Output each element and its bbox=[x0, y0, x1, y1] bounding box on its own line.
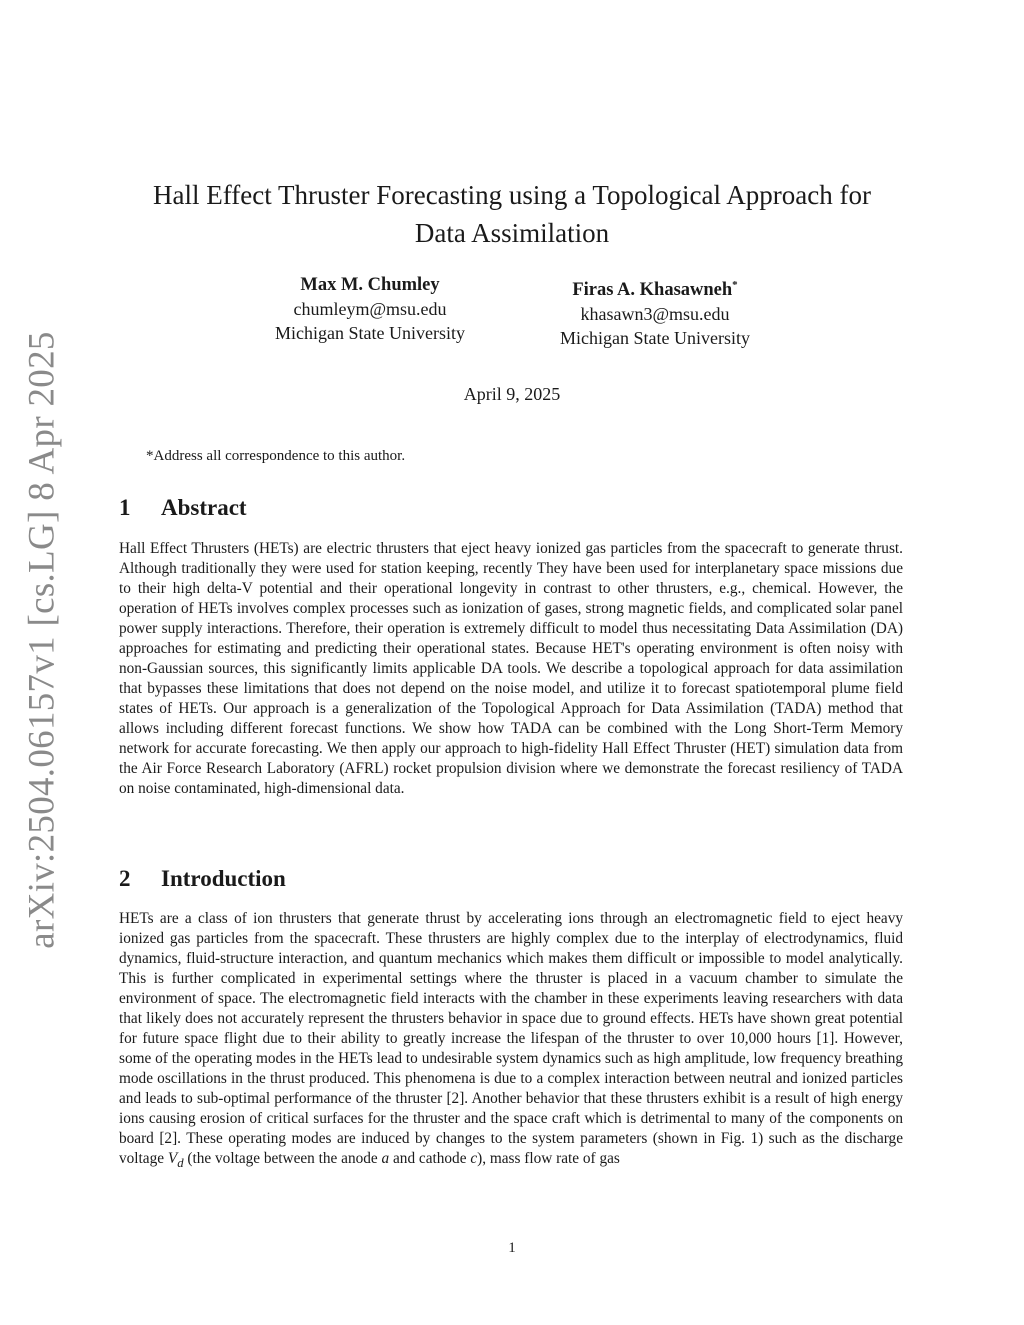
section-title: Introduction bbox=[161, 866, 286, 891]
section-number: 1 bbox=[119, 495, 131, 520]
author-name bbox=[525, 273, 785, 302]
author-block-1 bbox=[240, 273, 500, 345]
intro-text: HETs are a class of ion thrusters that generate thrust by accelerating ions through an electromagnetic field to eject heavy ionized gas particles from the spacecraft. These thrusters are highly complex due to the interplay of electrodynamics, fluid dynamics, fluid-structure interaction, and quantum mechanics which makes them difficult or impossible to model analytically. This is further complicated in experimental settings where the thruster is placed in a vacuum chamber to simulate the environment of space. The electromagnetic field interacts with the chamber in these experiments leaving researchers with data that likely does not accurately represent the thrusters behavior in space due to ground effects. HETs have shown great potential for future space flight due to their ability to greatly increase the lifespan of the thruster to over 10,000 hours [1]. However, some of the operating modes in the HETs lead to undesirable system dynamics such as high amplitude, low frequency breathing mode oscillations in the thrust produced. This phenomena is due to a complex interaction between neutral and ionized particles and leads to sub-optimal performance of the thruster [2]. Another behavior that these thrusters exhibit is a result of high energy ions causing erosion of critical surfaces for the thruster and the space craft which is detrimental to many of the components on board [2]. These operating modes are induced by changes to the system parameters (shown in Fig. 1) such as the discharge voltage bbox=[119, 910, 903, 1167]
author-name-text: Firas A. Khasawneh bbox=[572, 280, 733, 301]
intro-text-end: ), mass flow rate of gas bbox=[477, 1150, 620, 1167]
symbol-subscript-d: d bbox=[177, 1156, 184, 1171]
publication-date: April 9, 2025 bbox=[463, 384, 561, 404]
introduction-paragraph bbox=[119, 909, 903, 1173]
math-symbol-anode: a bbox=[381, 1150, 390, 1167]
author-affiliation: Michigan State University bbox=[275, 323, 465, 343]
author-email[interactable]: chumleym@msu.edu bbox=[293, 299, 447, 319]
abstract-paragraph: Hall Effect Thrusters (HETs) are electric thrusters that eject heavy ionized gas particles from the spacecraft to generate thrust. Although traditionally they were used for station keeping, recently They have been used for interplanetary space missions due to their high delta-V potential and their operational longevity in contrast to other thrusters, e.g., chemical. However, the operation of HETs involves complex processes such as ionization of gases, strong magnetic fields, and complicated solar panel power supply interactions. Therefore, their operation is extremely difficult to model thus necessitating Data Assimilation (DA) approaches for estimating and predicting their operational states. Because HET's operating environment is often noisy with non-Gaussian sources, this significantly limits applicable DA tools. We describe a topological approach for data assimilation that bypasses these limitations that does not depend on the noise model, and utilize it to forecast spatiotemporal plume field states of HETs. Our approach is a generalization of the Topological Approach for Data Assimilation (TADA) method that allows including different forecast functions. We show how TADA can be combined with the Long Short-Term Memory network for accurate forecasting. We then apply our approach to high-fidelity Hall Effect Thruster (HET) simulation data from the Air Force Research Laboratory (AFRL) rocket propulsion division where we demonstrate the forecast resiliency of TADA on noise contaminated, high-dimensional data. bbox=[119, 540, 903, 797]
author-name: Max M. Chumley bbox=[300, 275, 440, 295]
section-heading-introduction bbox=[119, 866, 286, 892]
title-line-2: Data Assimilation bbox=[414, 218, 610, 248]
section-title: Abstract bbox=[161, 495, 247, 520]
title-line-1: Hall Effect Thruster Forecasting using a Topological Approach for bbox=[153, 180, 871, 210]
author-block-2 bbox=[525, 273, 785, 350]
math-symbol-cathode: c bbox=[470, 1150, 478, 1167]
author-email[interactable]: khasawn3@msu.edu bbox=[580, 304, 730, 325]
intro-text-cathode: and cathode bbox=[389, 1150, 471, 1167]
intro-text-anode: (the voltage between the anode bbox=[183, 1150, 382, 1167]
page-number: 1 bbox=[508, 1240, 516, 1256]
correspondence-footnote: *Address all correspondence to this author. bbox=[146, 448, 406, 464]
section-heading-abstract bbox=[119, 495, 247, 521]
symbol-v: V bbox=[167, 1150, 178, 1167]
paper-title bbox=[100, 176, 924, 252]
math-symbol-voltage bbox=[167, 1150, 184, 1171]
arxiv-identifier[interactable]: arXiv:2504.06157v1 [cs.LG] 8 Apr 2025 bbox=[21, 331, 63, 949]
author-affiliation: Michigan State University bbox=[560, 328, 750, 349]
section-number: 2 bbox=[119, 866, 131, 891]
corresponding-marker: * bbox=[732, 279, 738, 291]
